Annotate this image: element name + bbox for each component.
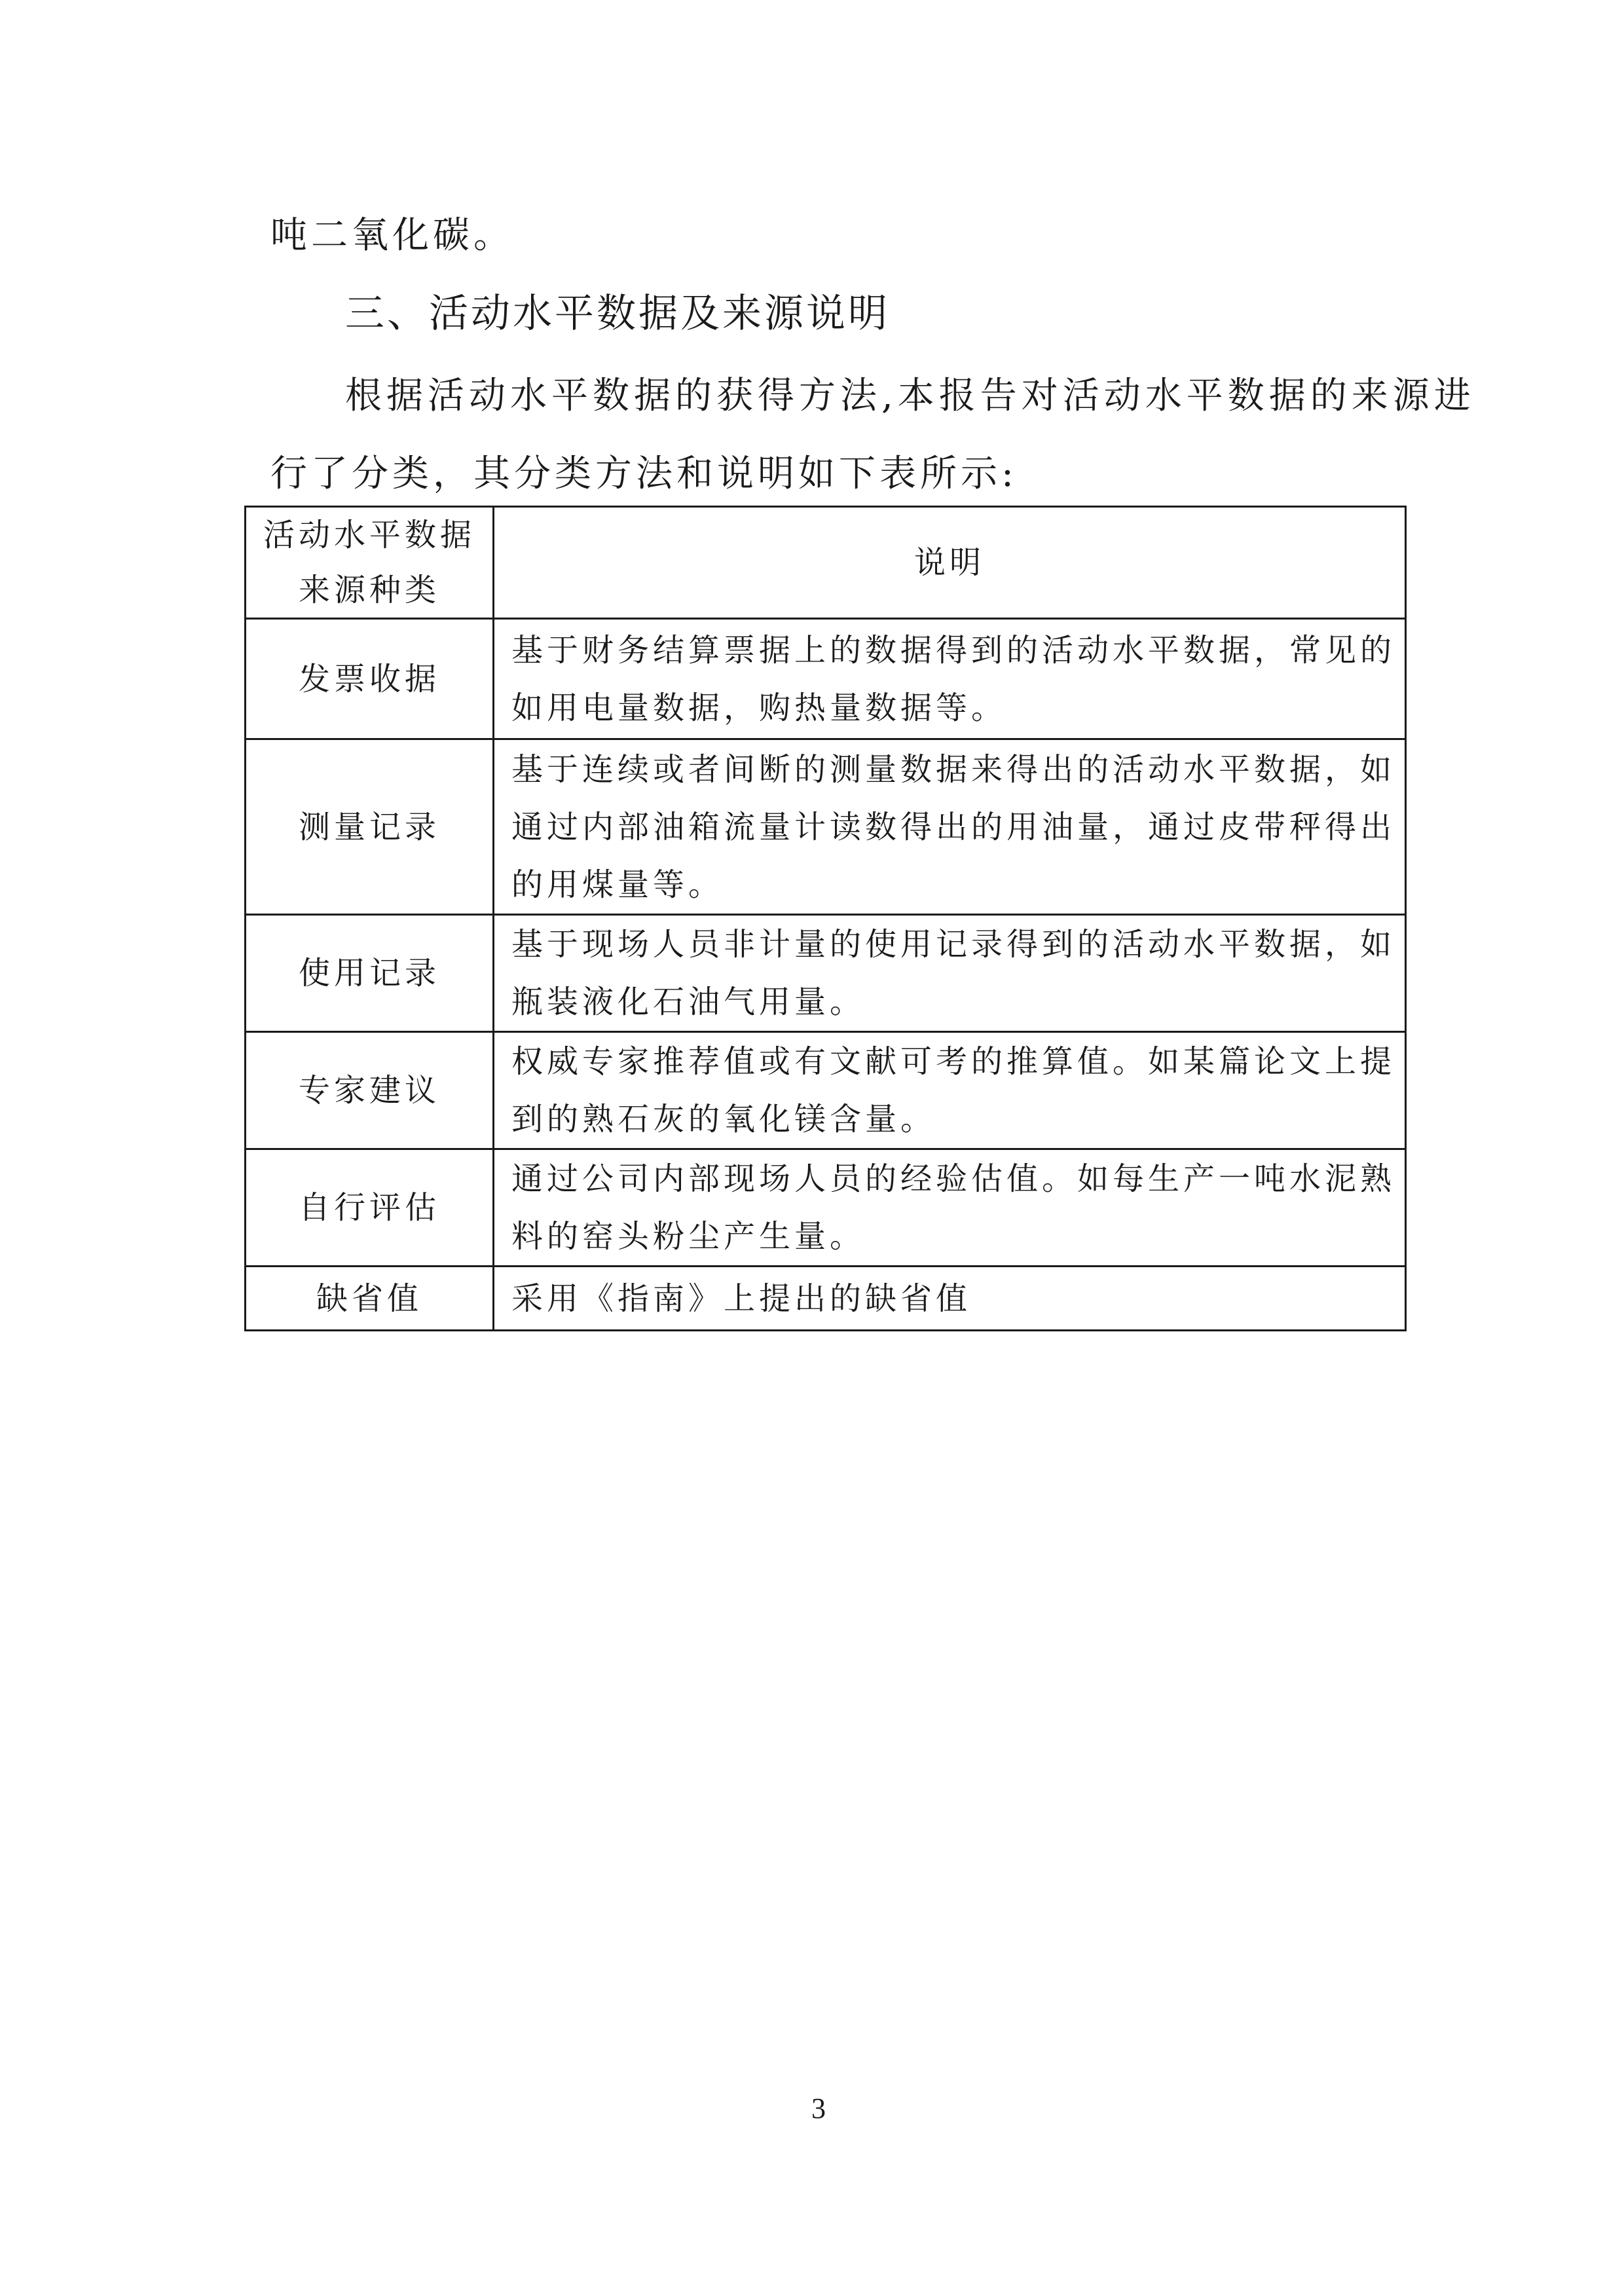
continuation-line: 吨二氧化碳。 (270, 214, 514, 257)
table-row (246, 1149, 1406, 1267)
row-source-type: 发票收据 (246, 619, 494, 739)
row-source-type: 自行评估 (246, 1149, 494, 1267)
intro-line-2: 行了分类，其分类方法和说明如下表所示: (270, 453, 1018, 495)
table-row (246, 915, 1406, 1032)
section-heading: 三、活动水平数据及来源说明 (345, 291, 890, 337)
page-number: 3 (811, 2092, 826, 2124)
row-source-type: 测量记录 (246, 739, 494, 915)
row-description: 基于连续或者间断的测量数据来得出的活动水平数据，如通过内部油箱流量计读数得出的用油量，通过皮带秤得出的用煤量等。 (494, 739, 1406, 915)
row-description: 基于财务结算票据上的数据得到的活动水平数据，常见的如用电量数据，购热量数据等。 (494, 619, 1406, 739)
table-row (246, 619, 1406, 739)
header-description: 说明 (494, 507, 1406, 619)
row-description: 权威专家推荐值或有文献可考的推算值。如某篇论文上提到的熟石灰的氧化镁含量。 (494, 1032, 1406, 1149)
intro-line-1: 根据活动水平数据的获得方法,本报告对活动水平数据的来源进 (345, 375, 1475, 417)
row-source-type: 使用记录 (246, 915, 494, 1032)
header-source-type-line-2: 来源种类 (298, 572, 440, 608)
table-row (246, 1267, 1406, 1331)
row-source-type: 专家建议 (246, 1032, 494, 1149)
row-description: 通过公司内部现场人员的经验估值。如每生产一吨水泥熟料的窑头粉尘产生量。 (494, 1149, 1406, 1267)
activity-data-source-table (244, 506, 1407, 1331)
row-source-type: 缺省值 (246, 1267, 494, 1331)
row-description: 采用《指南》上提出的缺省值 (494, 1267, 1406, 1331)
row-description: 基于现场人员非计量的使用记录得到的活动水平数据，如瓶装液化石油气用量。 (494, 915, 1406, 1032)
table-row (246, 1032, 1406, 1149)
header-source-type-line-1: 活动水平数据 (263, 517, 475, 553)
header-source-type (246, 507, 494, 619)
table-row (246, 739, 1406, 915)
table-header-row (246, 507, 1406, 619)
